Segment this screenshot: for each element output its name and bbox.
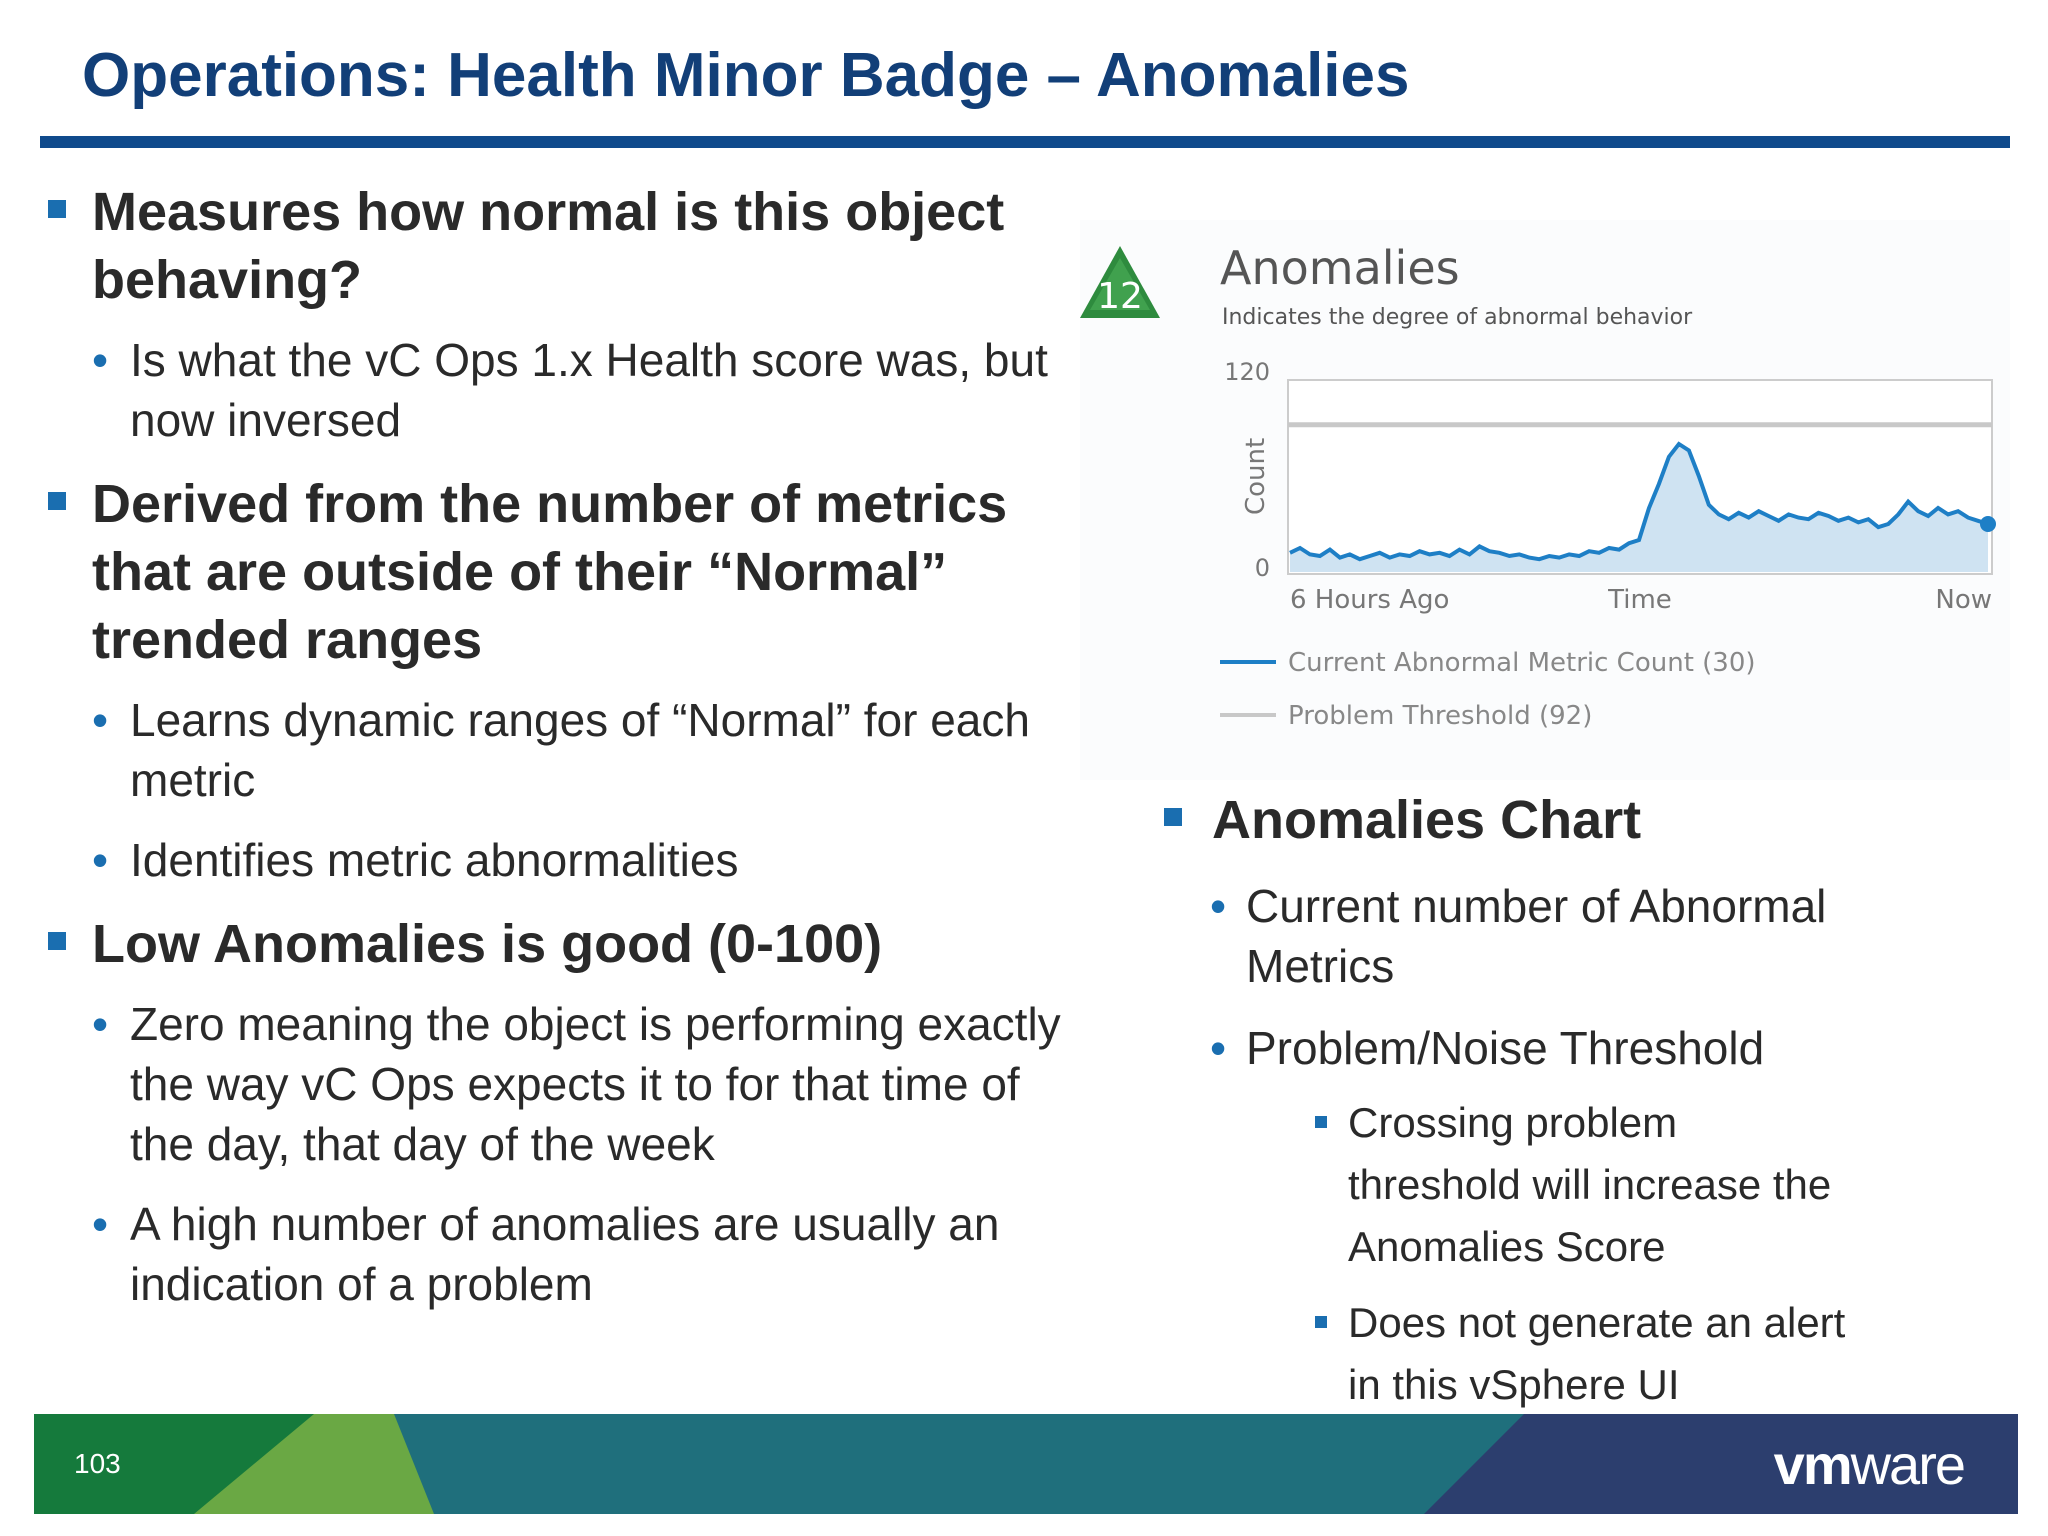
sub-bullet-dynamic-ranges — [40, 690, 1080, 810]
bullet-low-anomalies: Low Anomalies is good (0-100) — [40, 910, 1092, 978]
sub-bullet-zero-meaning — [40, 994, 1080, 1174]
bullet-dot: • — [92, 334, 109, 386]
left-bullet-list — [40, 178, 1080, 1334]
sub-bullet-text: Learns dynamic ranges of “Normal” for each metric — [130, 694, 1030, 806]
bullet-dot: • — [92, 998, 109, 1050]
sub-bullet-health-score — [40, 330, 1080, 450]
current-value-marker — [1980, 516, 1996, 532]
widget-heading: Anomalies — [1220, 241, 1460, 295]
x-tick-middle: Time — [1608, 585, 1672, 615]
anomalies-badge-icon — [1080, 246, 1160, 318]
bullet-derived-metrics: Derived from the number of metrics that are outside of their “Normal” trended ranges — [40, 470, 1092, 674]
sub-bullet-text: Is what the vC Ops 1.x Health score was, but now inversed — [130, 334, 1048, 446]
sub-bullet-threshold — [1160, 1018, 1966, 1078]
bullet-dot: • — [1210, 1022, 1227, 1074]
sub-bullet-text: Current number of Abnormal Metrics — [1246, 880, 1827, 992]
sub-bullet-high-number — [40, 1194, 1080, 1314]
sub-bullet-abnormalities — [40, 830, 1080, 890]
bullet-measures-normal: Measures how normal is this object behaving? — [40, 178, 1052, 314]
anomalies-widget — [1080, 240, 2010, 760]
sub-bullet-text: Zero meaning the object is performing exactly the way vC Ops expects it to for that time of the day, that day of the week — [130, 998, 1061, 1170]
y-tick-bottom: 0 — [1254, 554, 1270, 582]
sub-sub-bullet-no-alert: Does not generate an alert in this vSphere UI — [1160, 1292, 1848, 1416]
vmware-logo: vmware — [1773, 1433, 1964, 1496]
bullet-dot: • — [92, 694, 109, 746]
sub-bullet-text: Identifies metric abnormalities — [130, 834, 739, 886]
footer-graphic — [34, 1414, 2018, 1514]
footer-bar — [34, 1414, 2018, 1514]
sub-bullet-text: Problem/Noise Threshold — [1246, 1022, 1765, 1074]
x-tick-start: 6 Hours Ago — [1290, 585, 1450, 615]
title-divider — [40, 136, 2010, 148]
x-tick-end: Now — [1935, 585, 1992, 615]
bullet-dot: • — [92, 1198, 109, 1250]
sub-bullet-current-number — [1160, 876, 1966, 996]
sub-sub-bullet-crossing: Crossing problem threshold will increase the Anomalies Score — [1160, 1092, 1848, 1278]
bullet-anomalies-chart: Anomalies Chart — [1160, 786, 2010, 854]
legend-threshold: Problem Threshold (92) — [1288, 701, 1593, 731]
right-bullet-list — [1160, 786, 2010, 1430]
widget-subheading: Indicates the degree of abnormal behavior — [1222, 305, 1693, 330]
legend-current: Current Abnormal Metric Count (30) — [1288, 648, 1756, 678]
slide-title: Operations: Health Minor Badge – Anomalies — [82, 41, 1410, 110]
bullet-dot: • — [92, 834, 109, 886]
y-axis-label: Count — [1241, 437, 1271, 515]
badge-value: 12 — [1097, 276, 1143, 317]
bullet-dot: • — [1210, 880, 1227, 932]
page-number: 103 — [74, 1448, 121, 1479]
sub-bullet-text: A high number of anomalies are usually an indication of a problem — [130, 1198, 1000, 1310]
y-tick-top: 120 — [1224, 358, 1270, 386]
